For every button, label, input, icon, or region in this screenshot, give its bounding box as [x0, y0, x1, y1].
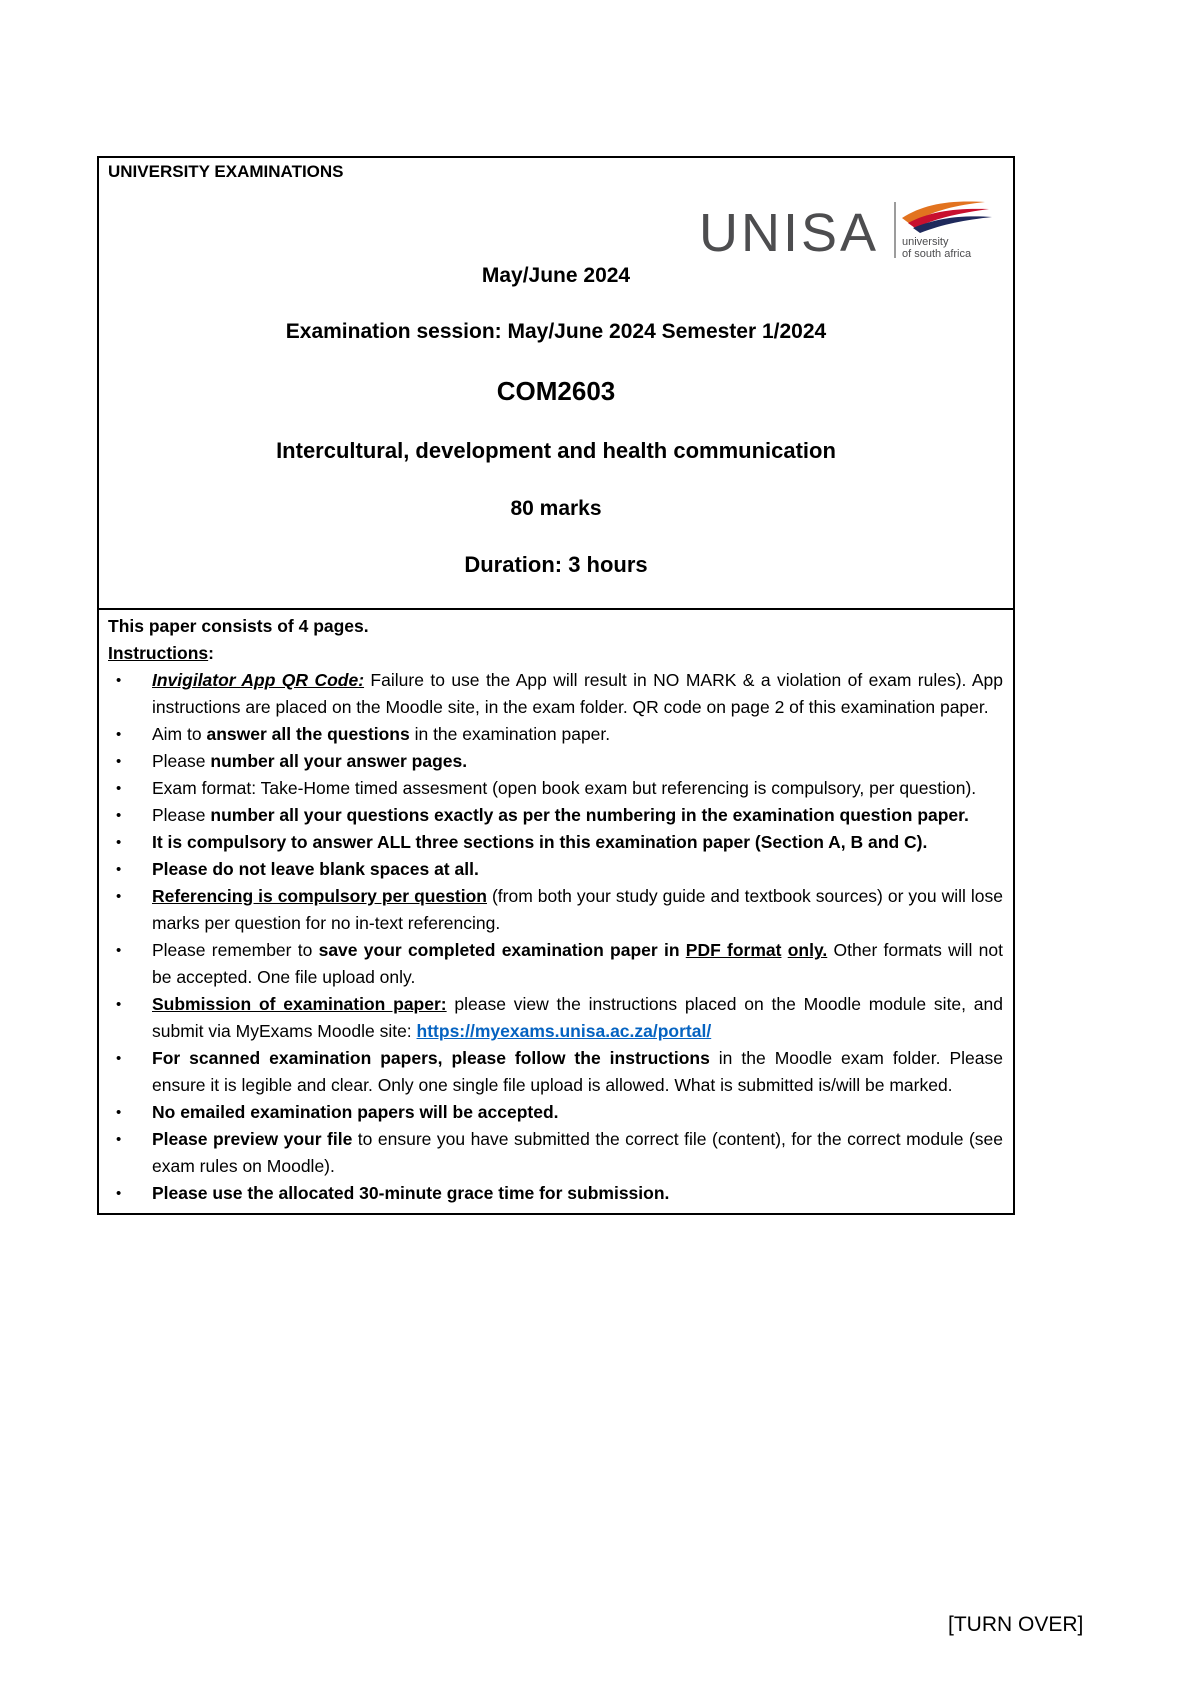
instruction-item-no-email: [108, 1099, 1003, 1126]
bullet-icon: •: [116, 1131, 122, 1148]
instruction-emphasis: number all your answer pages: [210, 751, 463, 771]
bullet-icon: •: [116, 888, 122, 905]
instruction-text: please view the instructions placed on the Moodle module site, and submit via MyExams Moodle site:: [152, 994, 1003, 1041]
instruction-item-preview-file: [108, 1126, 1003, 1180]
instruction-emphasis: save your completed examination paper in: [318, 940, 686, 960]
bullet-icon: •: [116, 753, 122, 770]
instructions-heading-row: [108, 640, 1003, 667]
instruction-emphasis: No emailed examination papers will be accepted.: [152, 1102, 559, 1122]
instruction-text: Exam format: Take-Home timed assesment (open book exam but referencing is compulsory, per question).: [152, 778, 977, 798]
pages-count-line: This paper consists of 4 pages.: [108, 616, 369, 636]
bullet-icon: •: [116, 780, 122, 797]
instruction-text: to ensure you have submitted the correct file (content), for the correct module (see exam rules on Moodle).: [152, 1129, 1004, 1176]
bullet-icon: •: [116, 1104, 122, 1121]
instruction-text: .: [462, 751, 468, 771]
instruction-emphasis: Invigilator App QR Code:: [152, 670, 365, 690]
myexams-portal-link[interactable]: https://myexams.unisa.ac.za/portal/: [416, 1021, 712, 1041]
instruction-item-scanned-papers: [108, 1045, 1003, 1099]
instructions-section: [99, 610, 1013, 1213]
bullet-icon: •: [116, 834, 122, 851]
instruction-item-referencing: [108, 883, 1003, 937]
bullet-icon: •: [116, 996, 122, 1013]
instructions-list: [108, 667, 1003, 1207]
instruction-emphasis: answer all the questions: [206, 724, 410, 744]
instruction-item-submission: [108, 991, 1003, 1045]
instruction-item-grace-time: [108, 1180, 1003, 1207]
instruction-text: Please: [152, 751, 211, 771]
instruction-emphasis: Please use the allocated 30-minute grace time for submission.: [152, 1183, 670, 1203]
exam-period: May/June 2024: [481, 264, 631, 287]
exam-header-section: [99, 158, 1013, 610]
instruction-item-all-sections: [108, 829, 1003, 856]
instruction-item-no-blank-spaces: [108, 856, 1003, 883]
instruction-emphasis: It is compulsory to answer ALL three sections in this examination paper (Section A, B and C).: [152, 832, 928, 852]
instruction-text: Aim to: [152, 724, 207, 744]
instructions-heading-colon: :: [208, 643, 214, 663]
instruction-text: in the examination paper.: [409, 724, 611, 744]
exam-session: Examination session: May/June 2024 Semester 1/2024: [285, 320, 827, 343]
instruction-emphasis: Please do not leave blank spaces at all.: [152, 859, 479, 879]
instruction-item-number-pages: [108, 748, 1003, 775]
bullet-icon: •: [116, 1050, 122, 1067]
bullet-icon: •: [116, 861, 122, 878]
bullet-icon: •: [116, 807, 122, 824]
unisa-logo: [699, 196, 999, 266]
bullet-icon: •: [116, 1185, 122, 1202]
instruction-item-exam-format: [108, 775, 1003, 802]
instruction-emphasis: number all your questions exactly as per the numbering in the examination question paper.: [210, 805, 969, 825]
exam-cover-box: [97, 156, 1015, 1215]
instruction-emphasis: PDF format: [685, 940, 782, 960]
university-examinations-label: UNIVERSITY EXAMINATIONS: [108, 162, 344, 181]
instruction-text: Other formats will not be accepted. One file upload only.: [152, 940, 1003, 987]
bullet-icon: •: [116, 942, 122, 959]
instruction-text: in the Moodle exam folder. Please ensure it is legible and clear. Only one single file upload is allowed. What is submitted is/will be marked.: [152, 1048, 1003, 1095]
instruction-text: Please: [152, 805, 211, 825]
total-marks: 80 marks: [510, 497, 602, 520]
instruction-item-answer-all: [108, 721, 1003, 748]
instruction-item-invigilator-app: [108, 667, 1003, 721]
instructions-heading: Instructions: [108, 643, 209, 663]
bullet-icon: •: [116, 672, 122, 689]
instruction-emphasis: Referencing is compulsory per question: [152, 886, 487, 906]
unisa-logo-wordmark: UNISA: [699, 203, 880, 263]
instruction-text: (from both your study guide and textbook sources) or you will lose marks per question for no in-text referencing.: [152, 886, 1003, 933]
unisa-logo-subtitle-1: university: [902, 236, 949, 248]
module-title: Intercultural, development and health communication: [276, 438, 836, 463]
module-code: COM2603: [496, 376, 616, 406]
turn-over-label: [TURN OVER]: [948, 1613, 1084, 1636]
instruction-emphasis: Please preview your file: [152, 1129, 353, 1149]
unisa-logo-subtitle-2: of south africa: [902, 248, 972, 260]
instruction-emphasis: Submission of examination paper:: [152, 994, 447, 1014]
instruction-text: Please remember to: [152, 940, 319, 960]
instruction-emphasis: only.: [787, 940, 828, 960]
exam-duration: Duration: 3 hours: [464, 552, 648, 577]
instruction-item-number-questions: [108, 802, 1003, 829]
instruction-emphasis: For scanned examination papers, please follow the instructions: [152, 1048, 710, 1068]
bullet-icon: •: [116, 726, 122, 743]
instruction-text: Failure to use the App will result in NO MARK & a violation of exam rules). App instructions are placed on the Moodle site, in the exam folder. QR code on page 2 of this examination paper.: [152, 670, 1003, 717]
instruction-item-pdf-format: [108, 937, 1003, 991]
